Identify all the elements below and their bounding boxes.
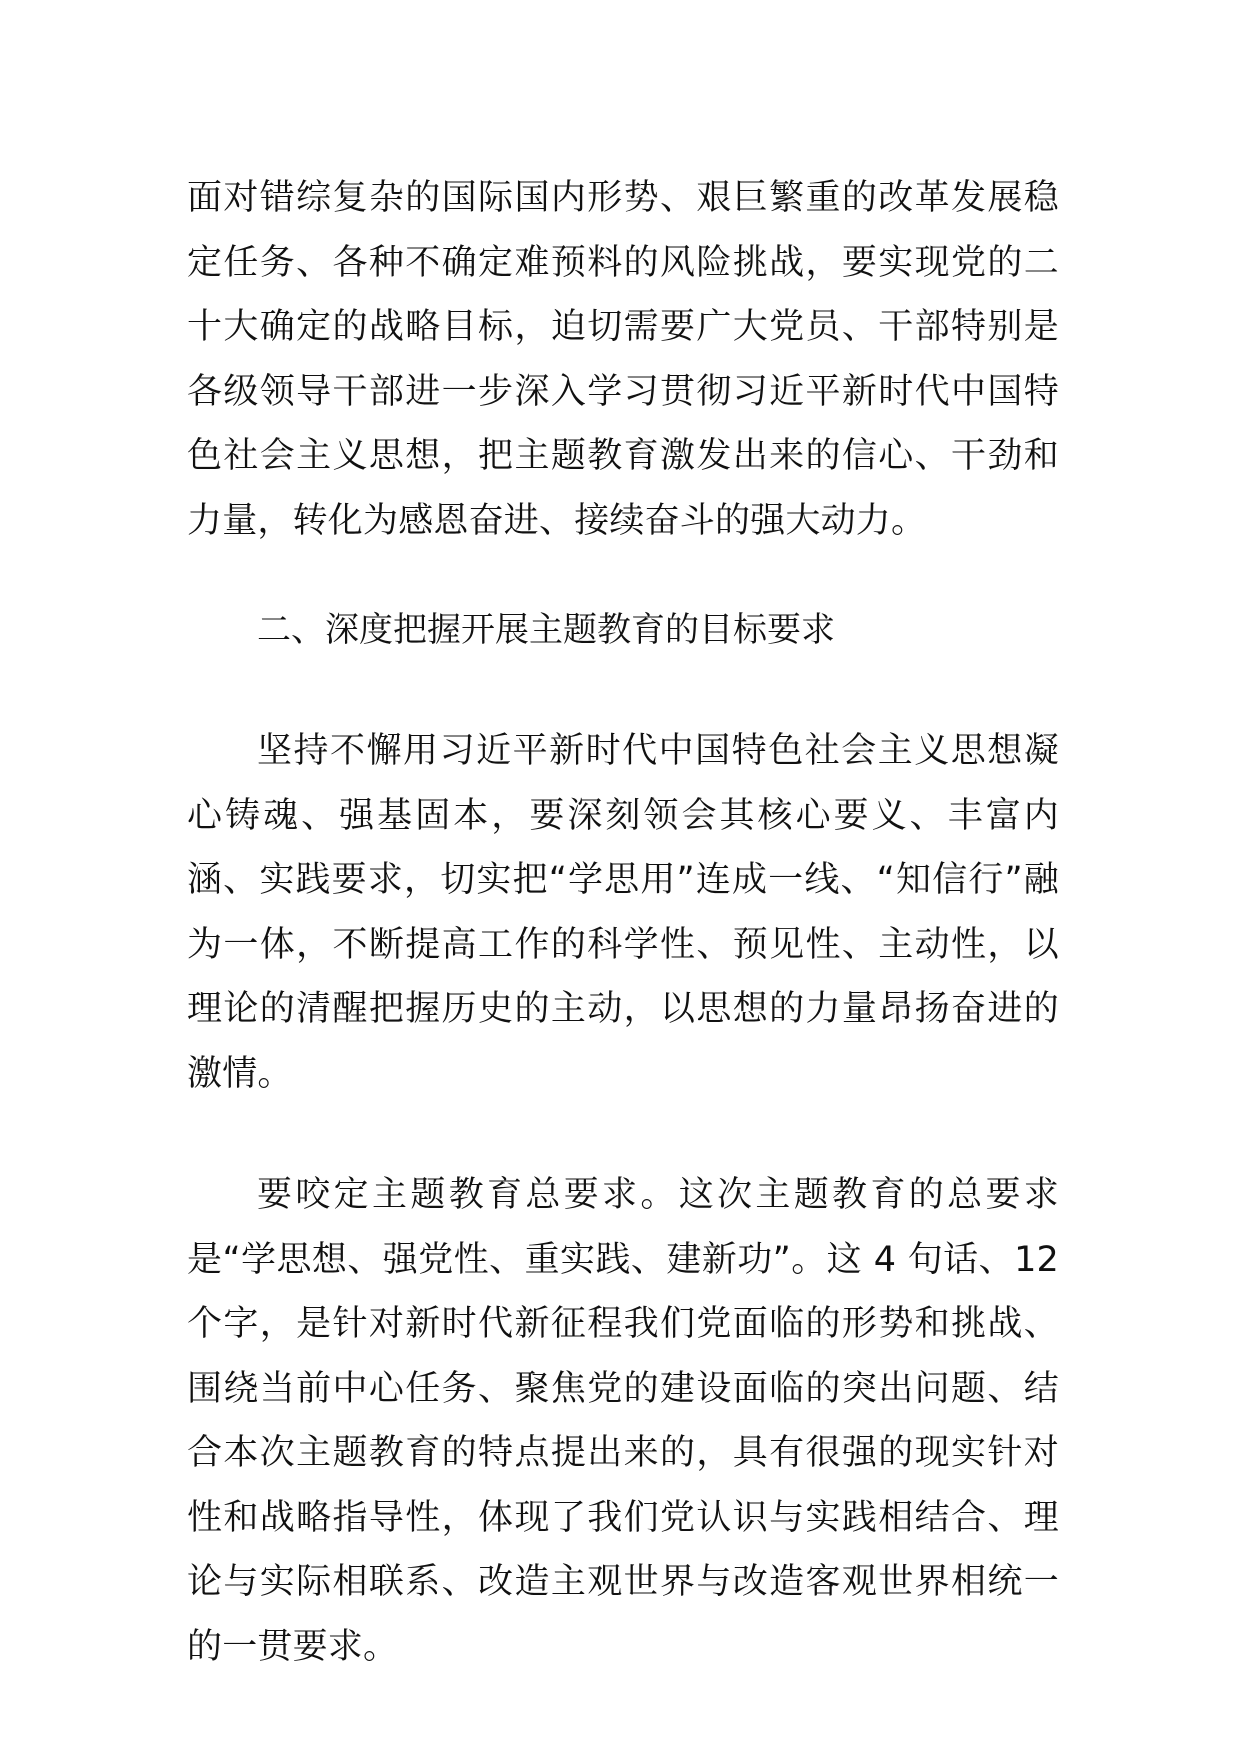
document-body — [187, 166, 1059, 1679]
paragraph-intro: 面对错综复杂的国际国内形势、艰巨繁重的改革发展稳定任务、各种不确定难预料的风险挑战，要实现党的二十大确定的战略目标，迫切需要广大党员、干部特别是各级领导干部进一步深入学习贯彻习近平新时代中国特色社会主义思想，把主题教育激发出来的信心、干劲和力量，转化为感恩奋进、接续奋斗的强大动力。 — [187, 178, 1059, 541]
section-heading: 二、深度把握开展主题教育的目标要求 — [257, 610, 835, 650]
paragraph-guiding-thought: 坚持不懈用习近平新时代中国特色社会主义思想凝心铸魂、强基固本，要深刻领会其核心要义、丰富内涵、实践要求，切实把“学思用”连成一线、“知信行”融为一体，不断提高工作的科学性、预见性、主动性，以理论的清醒把握历史的主动，以思想的力量昂扬奋进的激情。 — [187, 731, 1059, 1094]
paragraph-general-requirements: 要咬定主题教育总要求。这次主题教育的总要求是“学思想、强党性、重实践、建新功”。这 4 句话、12 个字，是针对新时代新征程我们党面临的形势和挑战、围绕当前中心任务、聚焦党的建设面临的突出问题、结合本次主题教育的特点提出来的，具有很强的现实针对性和战略指导性，体现了我们党认识与实践相结合、理论与实际相联系、改造主观世界与改造客观世界相统一的一贯要求。 — [187, 1175, 1059, 1667]
